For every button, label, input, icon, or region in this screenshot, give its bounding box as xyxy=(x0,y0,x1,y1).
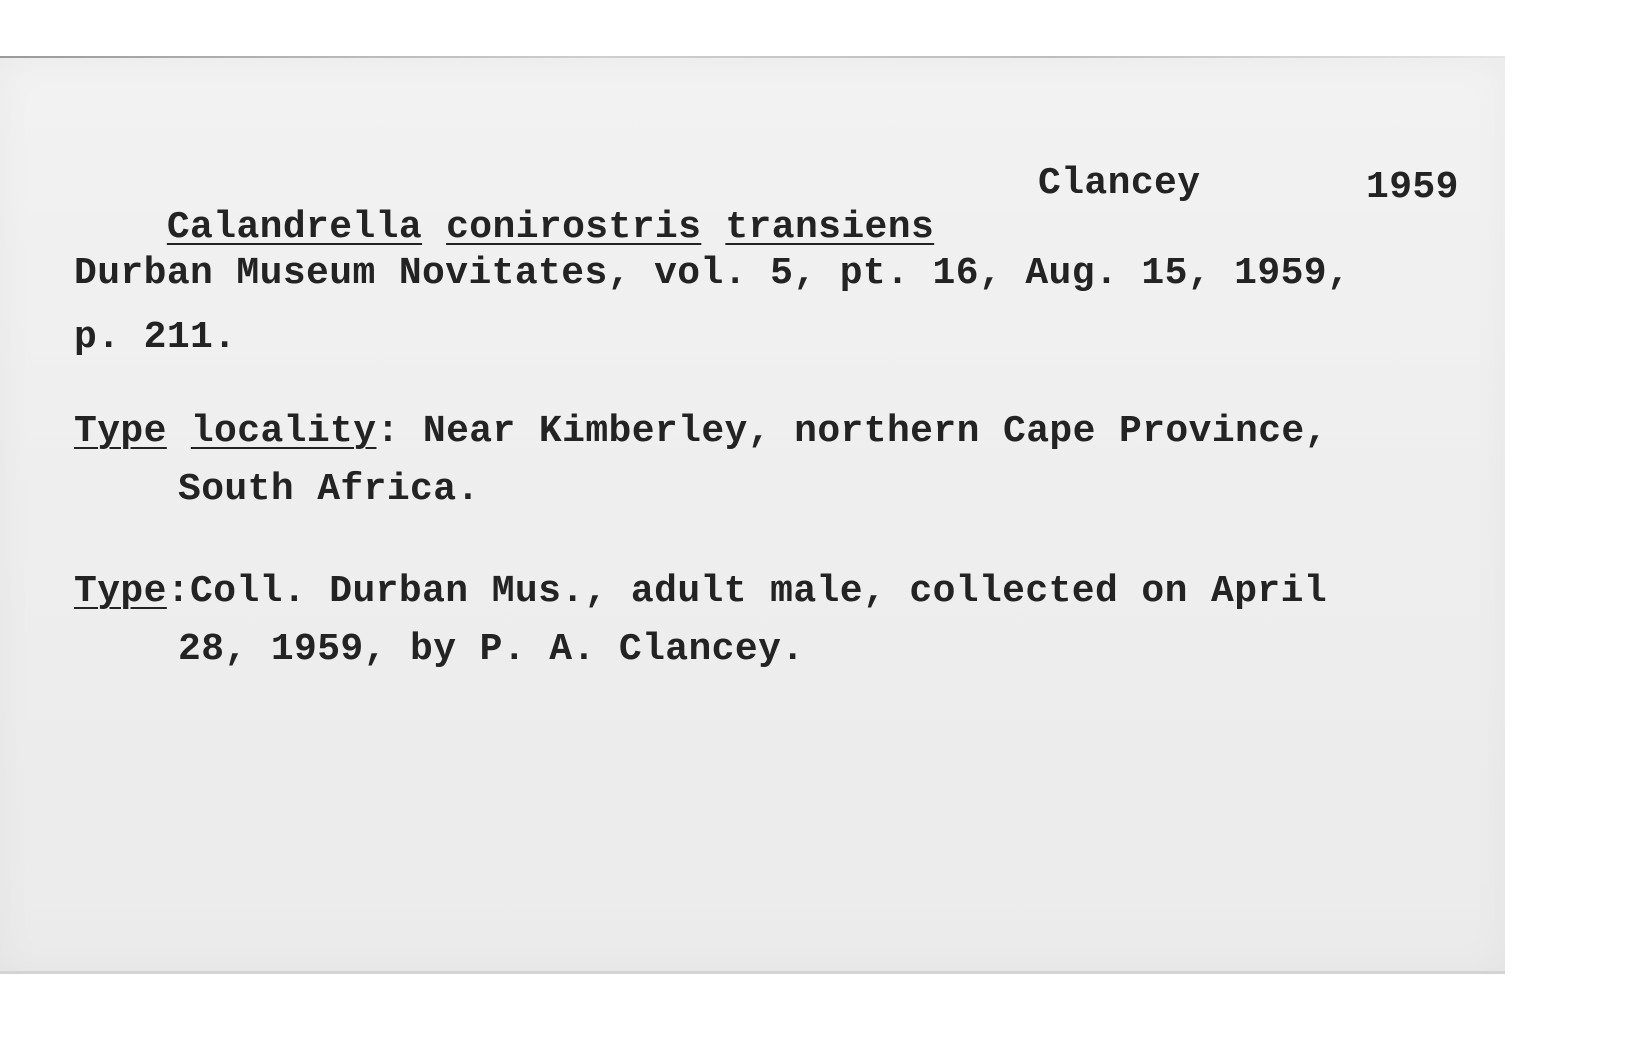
type-locality-text: Near Kimberley, northern Cape Province, xyxy=(399,410,1328,453)
type-line-2: 28, 1959, by P. A. Clancey. xyxy=(178,628,805,671)
type-text: Coll. Durban Mus., adult male, collected on April xyxy=(190,570,1328,613)
type-locality-line-2: South Africa. xyxy=(178,468,480,511)
type-locality-label-type: Type xyxy=(74,410,167,453)
type-locality-separator: : xyxy=(376,410,400,453)
subspecies-name: transiens xyxy=(725,206,935,249)
citation-line-1: Durban Museum Novitates, vol. 5, pt. 16, Aug. 15, 1959, xyxy=(74,252,1351,295)
type-separator: : xyxy=(166,570,191,613)
citation-line-2: p. 211. xyxy=(74,316,237,359)
type-line-1 xyxy=(74,570,1327,614)
publication-year: 1959 xyxy=(1366,166,1459,209)
genus-name: Calandrella xyxy=(166,206,423,249)
type-locality-label-locality: locality xyxy=(190,410,377,453)
type-locality-line-1 xyxy=(74,410,1328,454)
species-name: conirostris xyxy=(446,206,702,249)
author-name: Clancey xyxy=(1038,162,1201,205)
type-label: Type xyxy=(74,570,167,613)
index-card xyxy=(0,58,1505,974)
